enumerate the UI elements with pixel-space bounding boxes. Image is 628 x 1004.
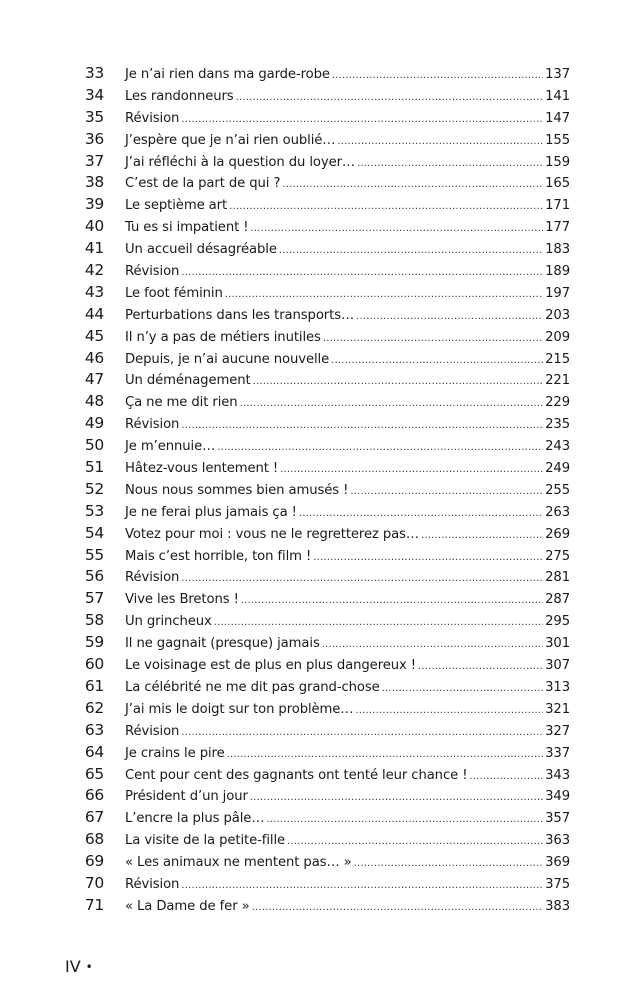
toc-entry	[78, 369, 570, 391]
toc-entry-page: 147	[545, 110, 570, 126]
toc-dot-leader	[382, 677, 543, 700]
toc-dot-leader	[421, 524, 543, 547]
toc-entry-title: La visite de la petite-fille	[125, 833, 286, 849]
toc-dot-leader	[287, 830, 543, 853]
toc-entry-title: Président d’un jour	[125, 789, 248, 805]
toc-entry-number: 49	[84, 414, 104, 433]
toc-entry-number: 70	[84, 873, 104, 892]
toc-entry	[78, 566, 570, 588]
toc-entry-number: 37	[84, 151, 104, 170]
toc-entry-number: 50	[84, 436, 104, 455]
toc-entry-number: 39	[84, 195, 104, 214]
toc-entry-page: 269	[545, 526, 570, 542]
toc-dot-leader	[322, 633, 543, 656]
folio-number: IV	[65, 957, 81, 976]
toc-dot-leader	[225, 283, 543, 306]
toc-entry	[78, 785, 570, 807]
toc-entry-page: 307	[545, 658, 570, 674]
toc-entry-page: 375	[545, 876, 570, 892]
toc-entry	[78, 282, 570, 304]
toc-dot-leader	[332, 64, 543, 87]
toc-entry-page: 203	[545, 307, 570, 323]
toc-entry-title: C’est de la part de qui ?	[125, 176, 281, 192]
toc-entry-title: J’ai réfléchi à la question du loyer…	[125, 154, 356, 170]
toc-dot-leader	[181, 567, 543, 590]
toc-entry	[78, 85, 570, 107]
toc-entry-number: 52	[84, 479, 104, 498]
toc-entry-number: 34	[84, 85, 104, 104]
toc-entry	[78, 151, 570, 173]
toc-dot-leader	[313, 546, 543, 569]
toc-entry-number: 62	[84, 698, 104, 717]
toc-entry-number: 56	[84, 567, 104, 586]
toc-entry	[78, 479, 570, 501]
toc-entry-number: 36	[84, 129, 104, 148]
toc-dot-leader	[299, 502, 543, 525]
toc-entry-title: « La Dame de fer »	[125, 898, 250, 914]
toc-entry-title: Révision	[125, 264, 180, 280]
toc-dot-leader	[357, 152, 543, 175]
toc-entry-page: 209	[545, 329, 570, 345]
toc-entry-number: 46	[84, 348, 104, 367]
toc-entry	[78, 501, 570, 523]
toc-dot-leader	[181, 108, 543, 131]
toc-entry-page: 275	[545, 548, 570, 564]
toc-entry-number: 41	[84, 239, 104, 258]
toc-entry-number: 38	[84, 173, 104, 192]
toc-dot-leader	[252, 896, 544, 919]
toc-entry-page: 189	[545, 264, 570, 280]
toc-dot-leader	[229, 195, 543, 218]
toc-dot-leader	[266, 808, 543, 831]
toc-entry-title: J’ai mis le doigt sur ton problème…	[125, 701, 354, 717]
toc-dot-leader	[337, 130, 543, 153]
toc-entry-title: Tu es si impatient !	[125, 220, 249, 236]
toc-entry	[78, 172, 570, 194]
toc-entry	[78, 698, 570, 720]
toc-entry-page: 255	[545, 482, 570, 498]
toc-entry-number: 58	[84, 611, 104, 630]
toc-entry-number: 69	[84, 852, 104, 871]
toc-entry	[78, 873, 570, 895]
toc-entry	[78, 63, 570, 85]
toc-dot-leader	[350, 480, 543, 503]
toc-entry-title: La célébrité ne me dit pas grand-chose	[125, 679, 380, 695]
toc-entry-page: 301	[545, 636, 570, 652]
toc-dot-leader	[355, 699, 543, 722]
toc-dot-leader	[181, 414, 543, 437]
toc-entry-title: Vive les Bretons !	[125, 592, 239, 608]
toc-entry-number: 63	[84, 720, 104, 739]
toc-entry-number: 48	[84, 392, 104, 411]
toc-entry-page: 171	[545, 198, 570, 214]
toc-entry-number: 44	[84, 304, 104, 323]
toc-dot-leader	[356, 305, 543, 328]
toc-entry-title: J’espère que je n’ai rien oublié…	[125, 132, 336, 148]
toc-entry-page: 363	[545, 833, 570, 849]
toc-entry	[78, 895, 570, 917]
toc-entry	[78, 588, 570, 610]
toc-dot-leader	[354, 852, 544, 875]
page-folio	[65, 957, 93, 976]
toc-entry-title: Cent pour cent des gagnants ont tenté leur chance !	[125, 767, 468, 783]
toc-entry-title: Révision	[125, 723, 180, 739]
toc-entry-title: Les randonneurs	[125, 88, 234, 104]
toc-entry-number: 45	[84, 326, 104, 345]
toc-entry-title: Le voisinage est de plus en plus dangereux !	[125, 658, 416, 674]
toc-entry	[78, 545, 570, 567]
toc-entry	[78, 435, 570, 457]
toc-entry-title: Révision	[125, 417, 180, 433]
toc-entry-number: 64	[84, 742, 104, 761]
toc-entry	[78, 829, 570, 851]
toc-entry-title: Hâtez-vous lentement !	[125, 461, 279, 477]
toc-entry	[78, 304, 570, 326]
toc-entry-number: 43	[84, 282, 104, 301]
toc-entry-page: 383	[545, 898, 570, 914]
toc-entry-number: 67	[84, 808, 104, 827]
toc-entry	[78, 260, 570, 282]
toc-entry-title: Un déménagement	[125, 373, 251, 389]
toc-entry	[78, 107, 570, 129]
toc-dot-leader	[214, 611, 543, 634]
toc-entry	[78, 326, 570, 348]
toc-entry-page: 369	[545, 855, 570, 871]
toc-entry	[78, 391, 570, 413]
toc-entry-title: Mais c’est horrible, ton film !	[125, 548, 312, 564]
toc-entry-title: Je n’ai rien dans ma garde-robe	[125, 67, 330, 82]
toc-entry-page: 215	[545, 351, 570, 367]
toc-entry-page: 229	[545, 395, 570, 411]
toc-entry	[78, 632, 570, 654]
toc-entry-page: 183	[545, 242, 570, 258]
toc-entry-page: 243	[545, 439, 570, 455]
toc-entry-number: 59	[84, 633, 104, 652]
toc-entry-number: 61	[84, 676, 104, 695]
toc-entry-page: 313	[545, 679, 570, 695]
toc-entry	[78, 764, 570, 786]
toc-dot-leader	[250, 786, 543, 809]
toc-dot-leader	[217, 436, 543, 459]
toc-entry-page: 337	[545, 745, 570, 761]
toc-entry-page: 197	[545, 285, 570, 301]
toc-entry-page: 249	[545, 461, 570, 477]
toc-dot-leader	[181, 721, 543, 744]
toc-entry-page: 321	[545, 701, 570, 717]
toc-entry-title: Ça ne me dit rien	[125, 395, 238, 411]
toc-entry-number: 65	[84, 764, 104, 783]
toc-dot-leader	[227, 743, 544, 766]
toc-entry	[78, 676, 570, 698]
toc-entry-page: 357	[545, 811, 570, 827]
toc-dot-leader	[253, 370, 544, 393]
toc-entry-title: Un grincheux	[125, 614, 212, 630]
toc-entry-title: Il n’y a pas de métiers inutiles	[125, 329, 321, 345]
toc-entry-page: 159	[545, 154, 570, 170]
toc-entry-page: 141	[545, 88, 570, 104]
toc-entry-number: 57	[84, 589, 104, 608]
toc-dot-leader	[279, 239, 543, 262]
toc-entry-title: Révision	[125, 876, 180, 892]
toc-entry-title: Je ne ferai plus jamais ça !	[125, 504, 297, 520]
toc-dot-leader	[280, 458, 543, 481]
toc-dot-leader	[236, 86, 544, 109]
toc-entry	[78, 720, 570, 742]
toc-entry-title: Révision	[125, 570, 180, 586]
toc-entry-page: 235	[545, 417, 570, 433]
toc-entry-title: Depuis, je n’ai aucune nouvelle	[125, 351, 330, 367]
toc-entry	[78, 610, 570, 632]
toc-entry-title: « Les animaux ne mentent pas… »	[125, 855, 352, 871]
toc-entry-page: 221	[545, 373, 570, 389]
toc-entry	[78, 654, 570, 676]
toc-entry-number: 71	[84, 895, 104, 914]
toc-entry-number: 55	[84, 545, 104, 564]
toc-entry-number: 47	[84, 370, 104, 389]
toc-entry-page: 281	[545, 570, 570, 586]
toc-entry	[78, 742, 570, 764]
toc-entry-number: 66	[84, 786, 104, 805]
toc-entry-number: 35	[84, 107, 104, 126]
toc-entry	[78, 413, 570, 435]
toc-dot-leader	[418, 655, 543, 678]
toc-entry	[78, 807, 570, 829]
toc-entry-page: 343	[545, 767, 570, 783]
toc-entry	[78, 194, 570, 216]
toc-entry	[78, 238, 570, 260]
toc-entry-page: 349	[545, 789, 570, 805]
toc-dot-leader	[240, 392, 544, 415]
toc-entry-number: 53	[84, 501, 104, 520]
toc-entry-title: Le foot féminin	[125, 285, 223, 301]
toc-entry-title: Votez pour moi : vous ne le regretterez pas…	[125, 526, 419, 542]
toc-entry-number: 60	[84, 655, 104, 674]
toc-entry-title: Le septième art	[125, 198, 228, 214]
toc-entry-title: Révision	[125, 110, 180, 126]
toc-entry-page: 287	[545, 592, 570, 608]
folio-bullet: •	[85, 959, 93, 974]
toc-entry-number: 68	[84, 830, 104, 849]
toc-entry-page: 263	[545, 504, 570, 520]
toc-entry-page: 327	[545, 723, 570, 739]
toc-entry-title: Nous nous sommes bien amusés !	[125, 482, 349, 498]
toc-entry	[78, 457, 570, 479]
toc-dot-leader	[181, 874, 543, 897]
toc-dot-leader	[331, 349, 543, 372]
toc-entry	[78, 523, 570, 545]
toc-entry-title: Je m’ennuie…	[125, 439, 216, 455]
toc-dot-leader	[282, 173, 543, 196]
toc-entry-number: 51	[84, 458, 104, 477]
table-of-contents	[78, 63, 570, 917]
toc-entry-number: 54	[84, 523, 104, 542]
toc-entry-title: L’encre la plus pâle…	[125, 811, 265, 827]
toc-entry-page: 295	[545, 614, 570, 630]
toc-entry-title: Il ne gagnait (presque) jamais	[125, 636, 320, 652]
toc-entry	[78, 129, 570, 151]
toc-entry-page: 165	[545, 176, 570, 192]
toc-dot-leader	[181, 261, 543, 284]
toc-dot-leader	[323, 327, 543, 350]
toc-entry	[78, 216, 570, 238]
toc-dot-leader	[250, 217, 543, 240]
toc-entry-title: Je crains le pire	[125, 745, 225, 761]
toc-dot-leader	[241, 589, 543, 612]
toc-entry-title: Un accueil désagréable	[125, 242, 277, 258]
toc-entry-page: 137	[545, 67, 570, 82]
toc-dot-leader	[469, 765, 543, 788]
toc-entry-number: 33	[84, 64, 104, 82]
toc-entry-title: Perturbations dans les transports…	[125, 307, 355, 323]
toc-entry-page: 177	[545, 220, 570, 236]
toc-entry	[78, 851, 570, 873]
toc-entry-page: 155	[545, 132, 570, 148]
toc-entry-number: 40	[84, 217, 104, 236]
toc-entry-number: 42	[84, 261, 104, 280]
toc-entry	[78, 348, 570, 370]
